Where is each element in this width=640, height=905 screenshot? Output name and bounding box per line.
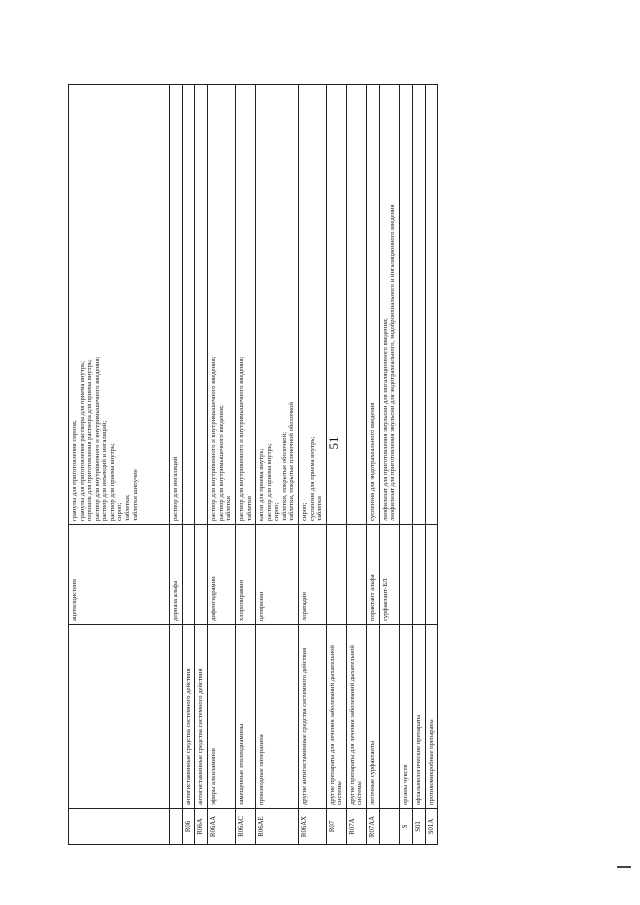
- table-row: [235, 85, 255, 845]
- dosage-forms-cell: [425, 85, 438, 525]
- drug-name-cell: дифенгидрамин: [208, 525, 236, 625]
- pharmacological-group-cell: [69, 625, 170, 809]
- atc-code-cell: S: [400, 809, 413, 845]
- atc-code-cell: R06AX: [298, 809, 326, 845]
- dosage-forms-cell: [346, 85, 366, 525]
- atc-code-cell: R07A: [346, 809, 366, 845]
- page-number: 51: [326, 436, 341, 450]
- table-row: [425, 85, 438, 845]
- dosage-form-line: сироп;: [116, 502, 124, 521]
- drug-name-cell: дорназа альфа: [170, 525, 183, 625]
- medicines-table: [68, 84, 438, 845]
- dosage-form-line: сироп;: [300, 502, 308, 521]
- drug-name-cell: [346, 525, 366, 625]
- pharmacological-group-cell: другие препараты для лечения заболеваний дыхательной системы: [346, 625, 366, 809]
- dosage-forms-cell: [235, 85, 255, 525]
- pharmacological-group-cell: производные пиперазина: [256, 625, 299, 809]
- dosage-form-line: лиофилизат для приготовления эмульсии для эндотрахеального, эндобронхиального и ингаляционного введения: [389, 204, 397, 521]
- atc-code-cell: S01A: [425, 809, 438, 845]
- table-row: [346, 85, 366, 845]
- dosage-form-line: гранулы для приготовления раствора для приема внутрь;: [78, 361, 86, 521]
- table-row: [208, 85, 236, 845]
- dosage-form-line: капли для приема внутрь;: [258, 448, 266, 521]
- drug-name-cell: [195, 525, 208, 625]
- dosage-form-line: таблетки: [245, 496, 253, 521]
- atc-code-cell: R06: [182, 809, 195, 845]
- atc-code-cell: R06A: [195, 809, 208, 845]
- drug-name-cell: цетиризин: [256, 525, 299, 625]
- dosage-forms-cell: [412, 85, 425, 525]
- dosage-form-line: таблетки;: [124, 494, 132, 521]
- pharmacological-group-cell: замещенные этилендиамины: [235, 625, 255, 809]
- drug-name-cell: [412, 525, 425, 625]
- dosage-form-line: суспензия для эндотрахеального введения: [369, 402, 377, 521]
- table-row: [69, 85, 170, 845]
- dosage-form-line: сироп;: [273, 502, 281, 521]
- scan-mark: [617, 866, 631, 868]
- table-row: [298, 85, 326, 845]
- atc-code-cell: R07AA: [367, 809, 380, 845]
- dosage-form-line: раствор для внутримышечного введения;: [217, 405, 225, 521]
- drug-name-cell: ацетилцистеин: [69, 525, 170, 625]
- dosage-form-line: раствор для внутривенного и внутримышечного введения;: [237, 356, 245, 521]
- dosage-form-line: раствор для приема внутрь;: [108, 443, 116, 521]
- drug-name-cell: [400, 525, 413, 625]
- dosage-forms-cell: [379, 85, 399, 525]
- table-row: [256, 85, 299, 845]
- dosage-forms-cell: [182, 85, 195, 525]
- pharmacological-group-cell: эфиры алкиламинов: [208, 625, 236, 809]
- table-row: [326, 85, 346, 845]
- dosage-form-line: лиофилизат для приготовления эмульсии для ингаляционного введения;: [381, 318, 389, 521]
- drug-name-cell: хлоропирамин: [235, 525, 255, 625]
- atc-code-cell: [69, 809, 170, 845]
- pharmacological-group-cell: антигистаминные средства системного действия: [195, 625, 208, 809]
- atc-code-cell: [379, 809, 399, 845]
- table-row: [412, 85, 425, 845]
- table-row: [379, 85, 399, 845]
- table-row: [170, 85, 183, 845]
- dosage-form-line: раствор для внутривенного и внутримышечного введения;: [210, 356, 218, 521]
- pharmacological-group-cell: другие препараты для лечения заболеваний дыхательной системы: [326, 625, 346, 809]
- dosage-form-line: таблетки, покрытые пленочной оболочкой: [288, 402, 296, 521]
- dosage-form-line: гранулы для приготовления сиропа;: [71, 420, 78, 521]
- atc-code-cell: S01: [412, 809, 425, 845]
- dosage-form-line: раствор для приема внутрь;: [265, 443, 273, 521]
- dosage-forms-cell: [208, 85, 236, 525]
- dosage-forms-cell: [367, 85, 380, 525]
- drug-name-cell: лоратадин: [298, 525, 326, 625]
- dosage-form-line: таблетки: [225, 496, 233, 521]
- dosage-forms-cell: [170, 85, 183, 525]
- atc-code-cell: R06AA: [208, 809, 236, 845]
- table-row: [400, 85, 413, 845]
- pharmacological-group-cell: офтальмологические препараты: [412, 625, 425, 809]
- dosage-forms-cell: [256, 85, 299, 525]
- dosage-form-line: раствор для внутривенного и внутримышечного введения;: [93, 356, 101, 521]
- atc-code-cell: [170, 809, 183, 845]
- pharmacological-group-cell: другие антигистаминные средства системного действия: [298, 625, 326, 809]
- table-row: [195, 85, 208, 845]
- pharmacological-group-cell: [379, 625, 399, 809]
- atc-code-cell: R07: [326, 809, 346, 845]
- dosage-form-line: таблетки шипучие: [131, 469, 139, 521]
- dosage-form-line: раствор для ингаляций: [172, 456, 179, 521]
- dosage-form-line: таблетки: [316, 496, 324, 521]
- pharmacological-group-cell: [170, 625, 183, 809]
- pharmacological-group-cell: органы чувств: [400, 625, 413, 809]
- dosage-forms-cell: [298, 85, 326, 525]
- dosage-form-line: раствор для инъекций и ингаляций;: [101, 420, 109, 521]
- table-row: [182, 85, 195, 845]
- drug-name-cell: [182, 525, 195, 625]
- drug-name-cell: [326, 525, 346, 625]
- dosage-forms-cell: [195, 85, 208, 525]
- dosage-form-line: порошок для приготовления раствора для приема внутрь;: [86, 359, 94, 521]
- drug-name-cell: сурфактант-БЛ: [379, 525, 399, 625]
- dosage-forms-cell: [326, 85, 346, 525]
- dosage-form-line: суспензия для приема внутрь;: [308, 436, 316, 521]
- pharmacological-group-cell: антигистаминные средства системного действия: [182, 625, 195, 809]
- dosage-forms-cell: [400, 85, 413, 525]
- drug-name-cell: [425, 525, 438, 625]
- pharmacological-group-cell: противомикробные препараты: [425, 625, 438, 809]
- drug-name-cell: порактант альфа: [367, 525, 380, 625]
- dosage-forms-cell: [69, 85, 170, 525]
- medicines-table-region: [68, 85, 564, 845]
- dosage-form-line: таблетки, покрытые оболочкой;: [280, 432, 288, 521]
- table-row: [367, 85, 380, 845]
- atc-code-cell: R06AC: [235, 809, 255, 845]
- atc-code-cell: R06AE: [256, 809, 299, 845]
- pharmacological-group-cell: легочные сурфактанты: [367, 625, 380, 809]
